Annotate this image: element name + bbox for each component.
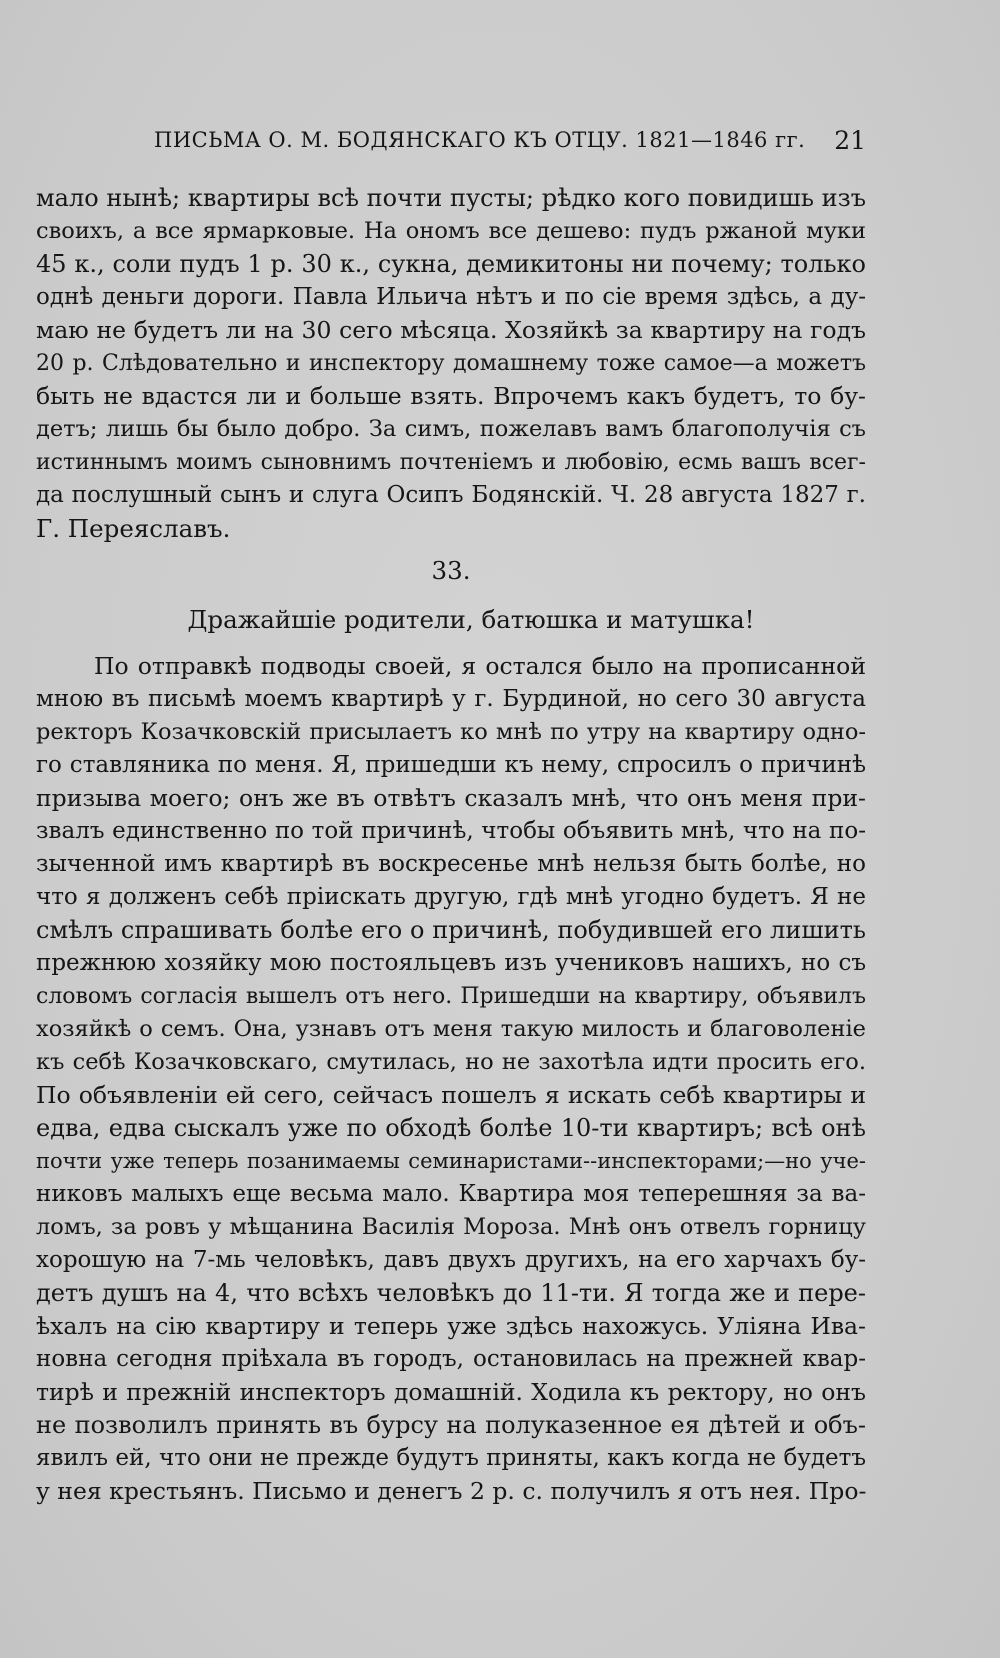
text-line: смѣлъ спрашивать болѣе его о причинѣ, побудившей его лишить xyxy=(36,916,866,944)
text-line: По отправкѣ подводы своей, я остался было на прописанной xyxy=(94,652,866,680)
text-line: прежнюю хозяйку мою постояльцевъ изъ учениковъ нашихъ, но съ xyxy=(36,950,866,976)
text-line: однѣ деньги дороги. Павла Ильича нѣтъ и по сіе время здѣсь, а ду- xyxy=(36,284,866,310)
text-line: къ себѣ Козачковскаго, смутилась, но не захотѣла идти просить его. xyxy=(36,1049,866,1075)
letter-salutation: Дражайшіе родители, батюшка и матушка! xyxy=(187,605,755,634)
text-line: хорошую на 7-мь человѣкъ, давъ двухъ другихъ, на его харчахъ бу- xyxy=(36,1247,866,1273)
text-line: тирѣ и прежній инспекторъ домашній. Ходила къ ректору, но онъ xyxy=(36,1378,866,1406)
text-line: ѣхалъ на сію квартиру и теперь уже здѣсь нахожусь. Уліяна Ива- xyxy=(36,1312,866,1340)
text-line: едва, едва сыскалъ уже по обходѣ болѣе 10-ти квартиръ; всѣ онѣ xyxy=(36,1114,866,1142)
text-line: детъ; лишь бы было добро. За симъ, пожелавъ вамъ благополучія съ xyxy=(36,416,866,442)
text-line: го ставляника по меня. Я, пришедши къ нему, спросилъ о причинѣ xyxy=(36,752,866,778)
text-line: явилъ ей, что они не прежде будутъ приняты, какъ когда не будетъ xyxy=(36,1445,866,1471)
text-line: своихъ, а все ярмарковые. На ономъ все дешево: пудъ ржаной муки xyxy=(36,218,866,244)
text-line: 45 к., соли пудъ 1 р. 30 к., сукна, демикитоны ни почему; только xyxy=(36,250,866,278)
text-line: призыва моего; онъ же въ отвѣтъ сказалъ мнѣ, что онъ меня при- xyxy=(36,784,866,812)
text-line: никовъ малыхъ еще весьма мало. Квартира моя теперешняя за ва- xyxy=(36,1181,866,1207)
letter-33-body xyxy=(36,650,866,1508)
letter-number: 33. xyxy=(431,556,471,585)
page-header xyxy=(36,126,866,162)
text-line: новна сегодня пріѣхала въ городъ, остановилась на прежней квар- xyxy=(36,1346,866,1372)
text-line: у нея крестьянъ. Письмо и денегъ 2 р. с. получилъ я отъ нея. Про- xyxy=(36,1477,866,1505)
page-number: 21 xyxy=(834,126,866,155)
text-line: мало нынѣ; квартиры всѣ почти пусты; рѣдко кого повидишь изъ xyxy=(36,184,866,212)
text-line: да послушный сынъ и слуга Осипъ Бодянскій. Ч. 28 августа 1827 г. xyxy=(36,482,866,508)
text-line: мною въ письмѣ моемъ квартирѣ у г. Бурдиной, но сего 30 августа xyxy=(36,686,866,712)
text-line: почти уже теперь позанимаемы семинаристами--инспекторами;—но уче- xyxy=(36,1149,866,1173)
text-line: ректоръ Козачковскій присылаетъ ко мнѣ по утру на квартиру одно- xyxy=(36,719,866,745)
running-head: ПИСЬМА О. М. БОДЯНСКАГО КЪ ОТЦУ. 1821—1846 гг. xyxy=(154,128,806,152)
text-line: ломъ, за ровъ у мѣщанина Василія Мороза. Мнѣ онъ отвелъ горницу xyxy=(36,1214,866,1240)
text-line: звалъ единственно по той причинѣ, чтобы объявить мнѣ, что на по- xyxy=(36,818,866,844)
text-line: хозяйкѣ о семъ. Она, узнавъ отъ меня такую милость и благоволеніе xyxy=(36,1016,866,1042)
text-line: 20 р. Слѣдовательно и инспектору домашнему тоже самое—а можетъ xyxy=(36,351,866,376)
text-line: маю не будетъ ли на 30 сего мѣсяца. Хозяйкѣ за квартиру на годъ xyxy=(36,316,866,344)
letter-32-ending xyxy=(36,182,866,545)
text-line: что я долженъ себѣ пріискать другую, гдѣ мнѣ угодно будетъ. Я не xyxy=(36,884,866,910)
text-line: детъ душъ на 4, что всѣхъ человѣкъ до 11-ти. Я тогда же и пере- xyxy=(36,1279,866,1307)
text-line: Г. Переяславъ. xyxy=(36,514,231,543)
text-line: зыченной имъ квартирѣ въ воскресенье мнѣ нельзя быть болѣе, но xyxy=(36,851,866,877)
text-line: истиннымъ моимъ сыновнимъ почтеніемъ и любовію, есмь вашъ всег- xyxy=(36,450,866,475)
text-line: быть не вдастся ли и больше взять. Впрочемъ какъ будетъ, то бу- xyxy=(36,382,866,410)
text-line: словомъ согласія вышелъ отъ него. Пришедши на квартиру, объявилъ xyxy=(36,984,866,1009)
text-line: не позволилъ принять въ бурсу на полуказенное ея дѣтей и объ- xyxy=(36,1411,866,1439)
text-line: По объявленіи ей сего, сейчасъ пошелъ я искать себѣ квартиры и xyxy=(36,1081,866,1109)
